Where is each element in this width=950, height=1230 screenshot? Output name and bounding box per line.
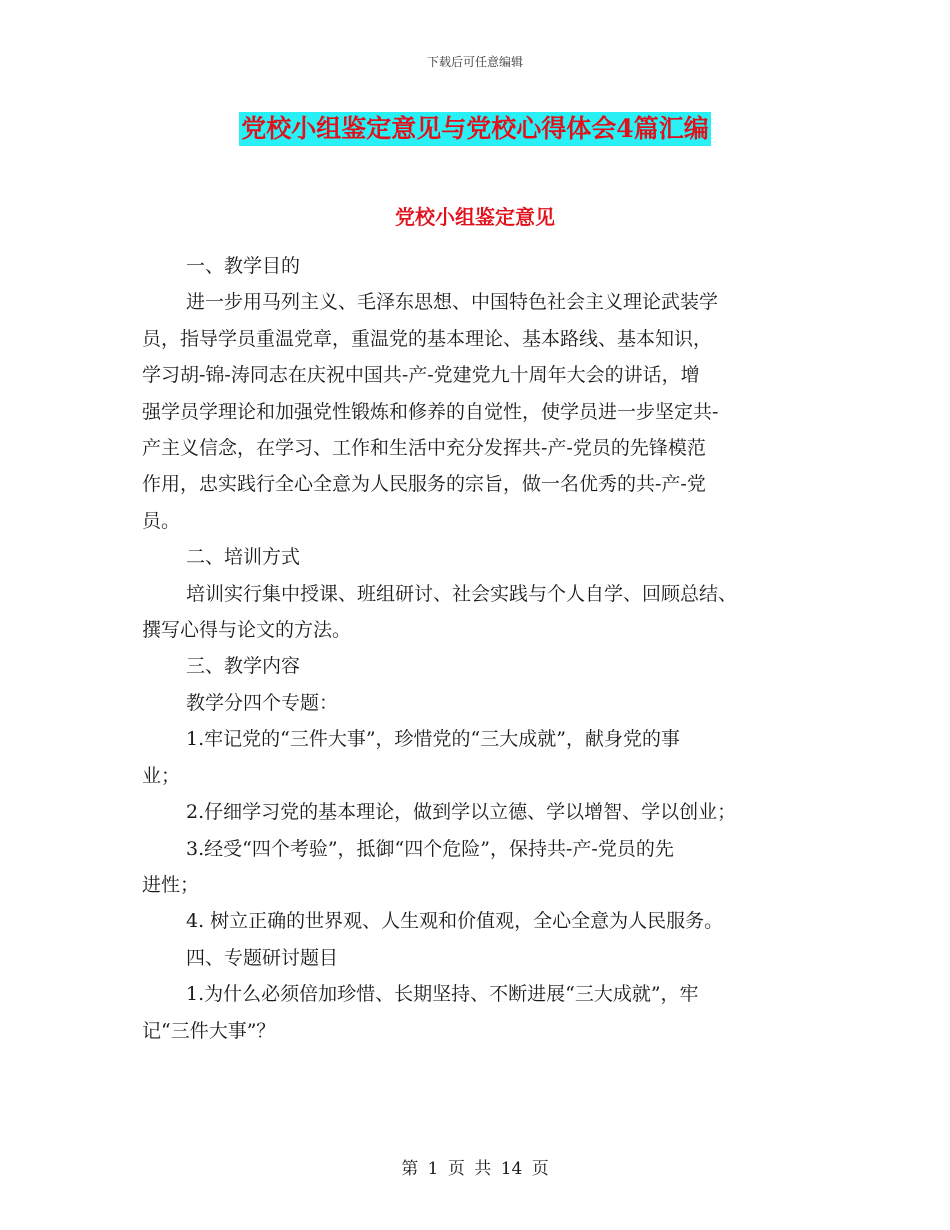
body-line: 进性； — [142, 873, 200, 896]
body-line: 三、教学内容 — [186, 655, 301, 678]
document-title: 党校小组鉴定意见与党校心得体会4篇汇编 — [239, 112, 710, 146]
body-line: 4. 树立正确的世界观、人生观和价值观，全心全意为人民服务。 — [186, 910, 724, 933]
body-line: 2.仔细学习党的基本理论，做到学以立德、学以增智、学以创业； — [186, 801, 737, 824]
body-line: 员，指导学员重温党章，重温党的基本理论、基本路线、基本知识， — [142, 327, 713, 350]
page-footer: 第 1 页 共 14 页 — [401, 1159, 549, 1179]
body-line: 业； — [142, 764, 181, 787]
body-line: 撰写心得与论文的方法。 — [142, 619, 352, 642]
body-line: 强学员学理论和加强党性锻炼和修养的自觉性，使学员进一步坚定共- — [142, 400, 719, 423]
body-line: 学习胡-锦-涛同志在庆祝中国共-产-党建党九十周年大会的讲话，增 — [142, 364, 700, 387]
body-line: 员。 — [142, 509, 181, 532]
body-line: 进一步用马列主义、毛泽东思想、中国特色社会主义理论武装学 — [186, 291, 719, 314]
body-line: 教学分四个专题： — [186, 691, 339, 714]
page-header: 下载后可任意编辑 — [426, 55, 523, 69]
body-line: 3.经受“四个考验”，抵御“四个危险”，保持共-产-党员的先 — [186, 837, 674, 860]
document-title-wrap — [0, 112, 950, 146]
body-line: 培训实行集中授课、班组研讨、社会实践与个人自学、回顾总结、 — [186, 582, 738, 605]
body-line: 1.牢记党的“三件大事”，珍惜党的“三大成就”，献身党的事 — [186, 728, 680, 751]
body-line: 二、培训方式 — [186, 546, 301, 569]
body-line: 1.为什么必须倍加珍惜、长期坚持、不断进展“三大成就”，牢 — [186, 983, 699, 1006]
body-line: 记“三件大事”？ — [142, 1019, 276, 1042]
body-text — [142, 248, 812, 1049]
body-line: 一、教学目的 — [186, 255, 301, 277]
body-line: 产主义信念，在学习、工作和生活中充分发挥共-产-党员的先锋模范 — [142, 437, 706, 460]
body-line: 四、专题研讨题目 — [186, 946, 339, 969]
section-title: 党校小组鉴定意见 — [395, 205, 555, 229]
body-line: 作用，忠实践行全心全意为人民服务的宗旨，做一名优秀的共-产-党 — [142, 473, 706, 496]
